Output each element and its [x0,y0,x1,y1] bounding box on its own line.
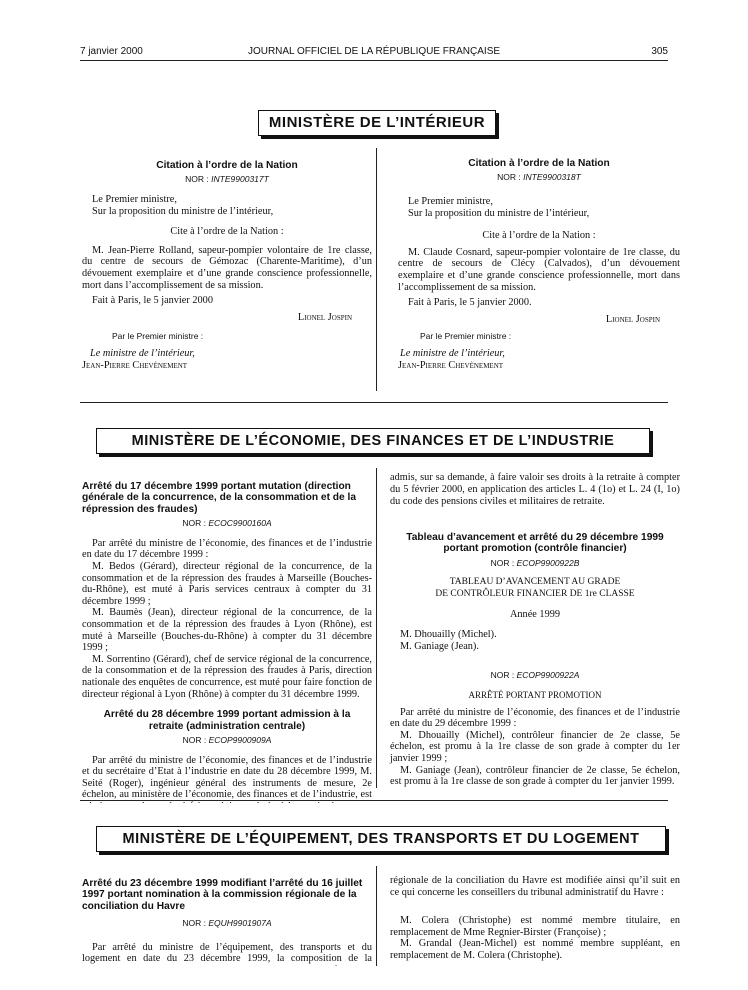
economie-right-column [390,472,680,788]
nor-reference: NOR : ECOP9900922B [490,557,580,568]
column-divider [376,148,377,391]
arrete-title: Tableau d’avancement et arrêté du 29 décembre 1999 portant promotion (contrôle financier) [406,532,664,555]
retirement-text-start [82,755,372,803]
equipement-right-column [390,875,680,961]
composition-text-start [82,942,372,966]
nor-reference: NOR : ECOP9900922A [490,670,580,681]
done-at: Fait à Paris, le 5 janvier 2000 [92,295,213,307]
arrete-title: Arrêté du 17 décembre 1999 portant mutation (direction générale de la concurrence, de la consommation et de la répression des fraudes) [82,481,357,515]
paragraph: M. Dhouailly (Michel), contrôleur financier de 2e classe, 5e échelon, est promu à la 1re classe de son grade à compter du 1er janvier 1999 ; [390,729,680,764]
countersign-label: Par le Premier ministre : [420,331,512,342]
nor-reference: NOR : INTE9900318T [497,172,581,183]
header-date: 7 janvier 2000 [80,46,143,57]
citation-left [82,160,372,371]
paragraph: Le Premier ministre, [92,194,177,205]
done-at: Fait à Paris, le 5 janvier 2000. [408,297,532,309]
paragraph: régionale de la conciliation du Havre est modifiée ainsi qu’il suit en ce qui concerne les conseillers du tribunal administratif du Havre : [390,875,680,898]
section-rule [80,800,668,801]
table-title: DE CONTRÔLEUR FINANCIER DE 1re CLASSE [435,589,635,599]
paragraph: Par arrêté du ministre de l’économie, des finances et de l’industrie en date du 29 décembre 1999 : [390,706,680,730]
minister-role: Le ministre de l’intérieur, [90,347,195,359]
paragraph: Par arrêté du ministre de l’équipement, des transports et du logement en date du 23 décembre 1999, la composition de la [82,941,372,965]
citation-body: M. Claude Cosnard, sapeur-pompier volontaire de 1re classe, du centre de secours de Clécy (Calvados), d’un dévouement exemplaire et d’une grande conscience professionnelle, mort dans l’accomplissement de sa mission. [398,246,680,293]
paragraph: M. Bedos (Gérard), directeur régional de la concurrence, de la consommation et de la répression des fraudes à Marseille (Bouches-du-Rhône), est muté à Paris services centraux à compter du 31 décembre 1999 ; [82,561,372,607]
paragraph: Par arrêté du ministre de l’économie, des finances et de l’industrie et du secrétaire d’Etat à l’industrie en date du 28 décembre 1999, M. Seité (Roger), ingénieur général des instruments de mesure, 2e échelon, au ministère de l’économie, des finances et de l’industrie, est [82,754,372,801]
paragraph: Sur la proposition du ministre de l’intérieur, [92,205,274,217]
composition-text-continued [390,875,680,909]
economie-left-column [82,481,372,803]
column-divider [376,468,377,788]
arrete-title: Arrêté du 28 décembre 1999 portant admission à la retraite (administration centrale) [103,709,351,732]
cite-line: Cite à l’ordre de la Nation : [170,226,284,238]
paragraph: M. Grandal (Jean-Michel) est nommé membre suppléant, en remplacement de M. Colera (Christophe). [390,938,680,961]
minister-name: Jean-Pierre Chevènement [398,359,504,371]
table-year: Année 1999 [509,608,561,620]
countersign-label: Par le Premier ministre : [112,331,204,342]
minister-name: Jean-Pierre Chevènement [82,359,188,371]
paragraph: Par arrêté du ministre de l’économie, des finances et de l’industrie en date du 17 décembre 1999 : [82,537,372,561]
citation-right [398,158,680,371]
section-rule [80,402,668,403]
equipement-left-column [82,878,372,966]
sub-heading: ARRÊTÉ PORTANT PROMOTION [468,689,602,700]
column-divider [376,866,377,966]
nor-reference: NOR : INTE9900317T [185,174,269,185]
paragraph: M. Ganiage (Jean), contrôleur financier de 2e classe, 5e échelon, est promu à la 1re classe de son grade à compter du 1er janvier 1999. [390,764,680,788]
nor-reference: NOR : ECOC9900160A [182,518,272,529]
citation-title: Citation à l’ordre de la Nation [468,158,610,169]
paragraph: admis, sur sa demande, à faire valoir ses droits à la retraite à compter du 5 février 2000, en application des articles L. 4 (1o) et L. 24 (I, 1o) du code des pensions civiles et militaires de retraite. [390,472,680,507]
arrete-title: Arrêté du 23 décembre 1999 modifiant l’arrêté du 16 juillet 1997 portant nomination à la commission régionale de la conciliation du Havre [82,878,363,912]
paragraph: Sur la proposition du ministre de l’intérieur, [408,207,590,219]
nor-reference: NOR : ECOP9900909A [182,734,272,745]
paragraph: M. Colera (Christophe) est nommé membre titulaire, en remplacement de Mme Regnier-Birster (Françoise) ; [390,915,680,938]
paragraph: M. Sorrentino (Gérard), chef de service régional de la concurrence, de la consommation et de la répression des fraudes à Paris, direction nationale des enquêtes de concurrence, est muté pour faire fonction de directeur régional à Lyon (Rhône) à compter du 31 décembre 1999. [82,653,372,700]
paragraph: M. Baumès (Jean), directeur régional de la concurrence, de la consommation et de la répression des fraudes à Lyon (Rhône), est muté à Marseille (Bouches-du-Rhône) à compter du 31 décembre 1999 ; [82,607,372,654]
table-title: TABLEAU D’AVANCEMENT AU GRADE [449,577,621,588]
minister-role: Le ministre de l’intérieur, [400,347,505,359]
signatory: Lionel Jospin [605,313,660,325]
promotion-name: M. Dhouailly (Michel). [400,629,497,641]
citation-body: M. Jean-Pierre Rolland, sapeur-pompier volontaire de 1re classe, du centre de secours de Gémozac (Charente-Maritime), d’un dévouement exemplaire et d’une grande conscience professionnelle, mort dans l’accomplissement de sa mission. [82,244,372,291]
paragraph: Le Premier ministre, [408,196,493,207]
header-rule [80,60,668,61]
page-number: 305 [651,46,668,57]
section-heading-equipement: MINISTÈRE DE L’ÉQUIPEMENT, DES TRANSPORTS ET DU LOGEMENT [96,826,666,852]
citation-title: Citation à l’ordre de la Nation [156,160,298,171]
section-heading-economie: MINISTÈRE DE L’ÉCONOMIE, DES FINANCES ET DE L’INDUSTRIE [96,428,650,454]
journal-title: JOURNAL OFFICIEL DE LA RÉPUBLIQUE FRANÇAISE [247,46,501,57]
promotion-name: M. Ganiage (Jean). [400,640,479,652]
cite-line: Cite à l’ordre de la Nation : [482,230,596,242]
signatory: Lionel Jospin [297,311,352,323]
retirement-text-continued [390,472,680,518]
section-heading-interieur: MINISTÈRE DE L’INTÉRIEUR [258,110,496,136]
nor-reference: NOR : EQUH9901907A [182,918,272,929]
